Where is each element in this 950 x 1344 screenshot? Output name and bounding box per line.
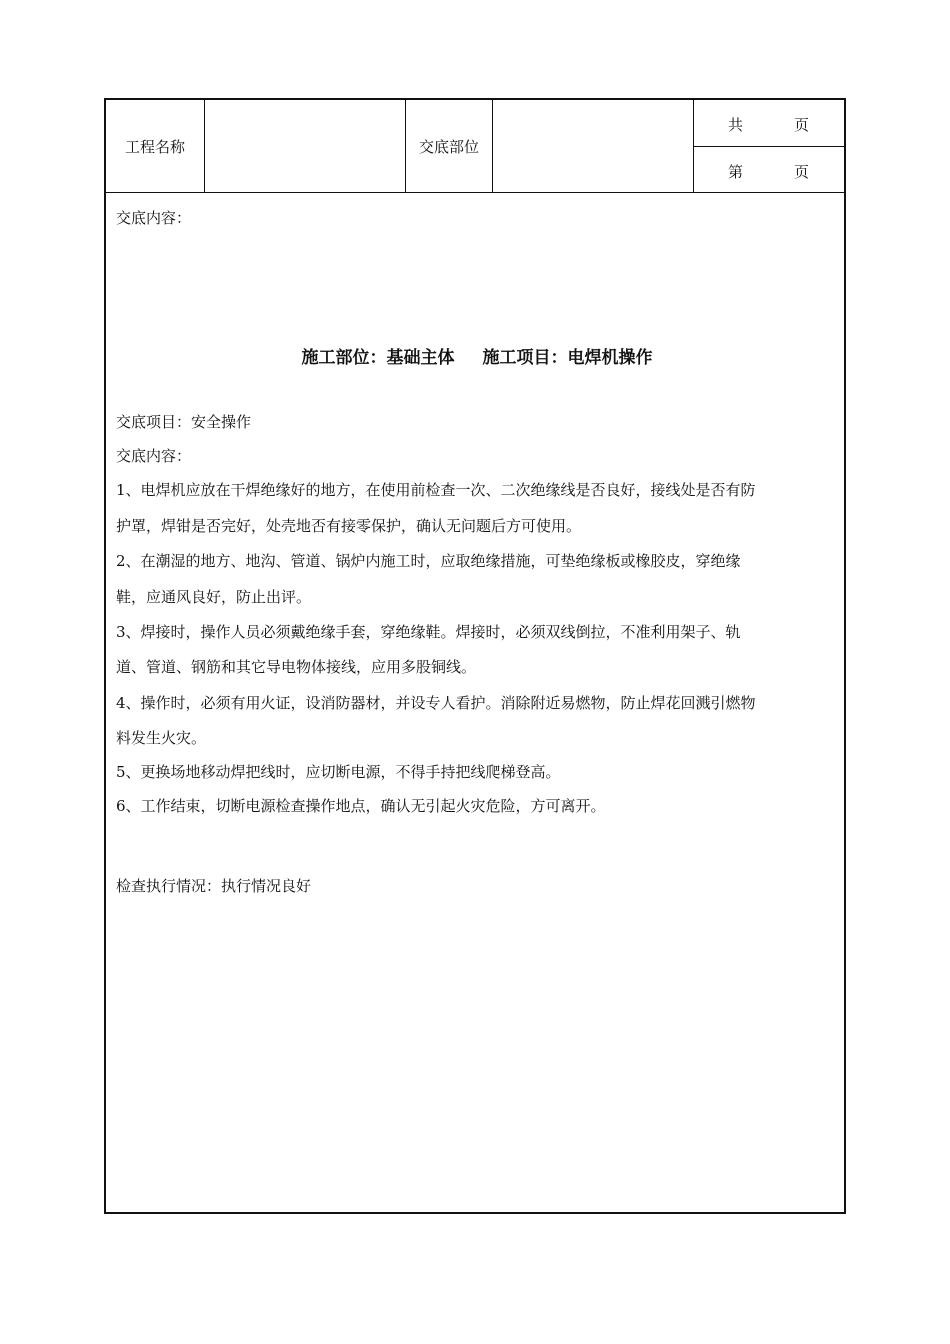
project-name-label: 工程名称 — [124, 137, 185, 156]
total-pages-label: 共 — [728, 116, 744, 134]
content-line: 5、更换场地移动焊把线时，应切断电源，不得手持把线爬梯登高。 — [116, 763, 561, 781]
content-line: 道、管道、钢筋和其它导电物体接线，应用多股铜线。 — [116, 658, 477, 676]
check-result: 检查执行情况：执行情况良好 — [116, 877, 312, 895]
page-number-cell — [694, 147, 844, 193]
project-name-field[interactable] — [205, 100, 405, 192]
location-field[interactable] — [493, 100, 693, 192]
content-line: 鞋，应通风良好，防止出评。 — [116, 588, 312, 606]
title-part: 施工部位：基础主体 — [301, 348, 455, 368]
content-label: 交底内容： — [116, 447, 192, 465]
content-line: 护罩，焊钳是否完好，处壳地否有接零保护，确认无问题后方可使用。 — [116, 517, 582, 535]
total-pages-unit: 页 — [794, 116, 810, 134]
content-line: 6、工作结束，切断电源检查操作地点，确认无引起火灾危险，方可离开。 — [116, 797, 606, 815]
disclosure-form — [104, 98, 846, 1214]
content-label-top: 交底内容： — [116, 209, 192, 227]
content-line: 料发生火灾。 — [116, 729, 207, 747]
title-item: 施工项目：电焊机操作 — [482, 348, 653, 368]
form-header — [106, 100, 844, 193]
page-number-label: 第 — [728, 163, 744, 181]
content-line: 2、在潮湿的地方、地沟、管道、锅炉内施工时，应取绝缘措施，可垫绝缘板或橡胶皮，穿绝缘 — [116, 552, 741, 570]
document-title — [116, 343, 838, 368]
content-line: 4、操作时，必须有用火证，设消防器材，并设专人看护。消除附近易燃物，防止焊花回溅引燃物 — [116, 694, 756, 712]
content-line: 3、焊接时，操作人员必须戴绝缘手套，穿绝缘鞋。焊接时，必须双线倒拉，不准利用架子、轨 — [116, 623, 741, 641]
item-line: 交底项目：安全操作 — [116, 413, 252, 431]
page-number-unit: 页 — [794, 163, 810, 181]
content-line: 1、电焊机应放在干焊绝缘好的地方，在使用前检查一次、二次绝缘线是否良好，接线处是否有防 — [116, 481, 756, 499]
total-pages-cell — [694, 100, 844, 146]
location-label: 交底部位 — [418, 137, 479, 156]
